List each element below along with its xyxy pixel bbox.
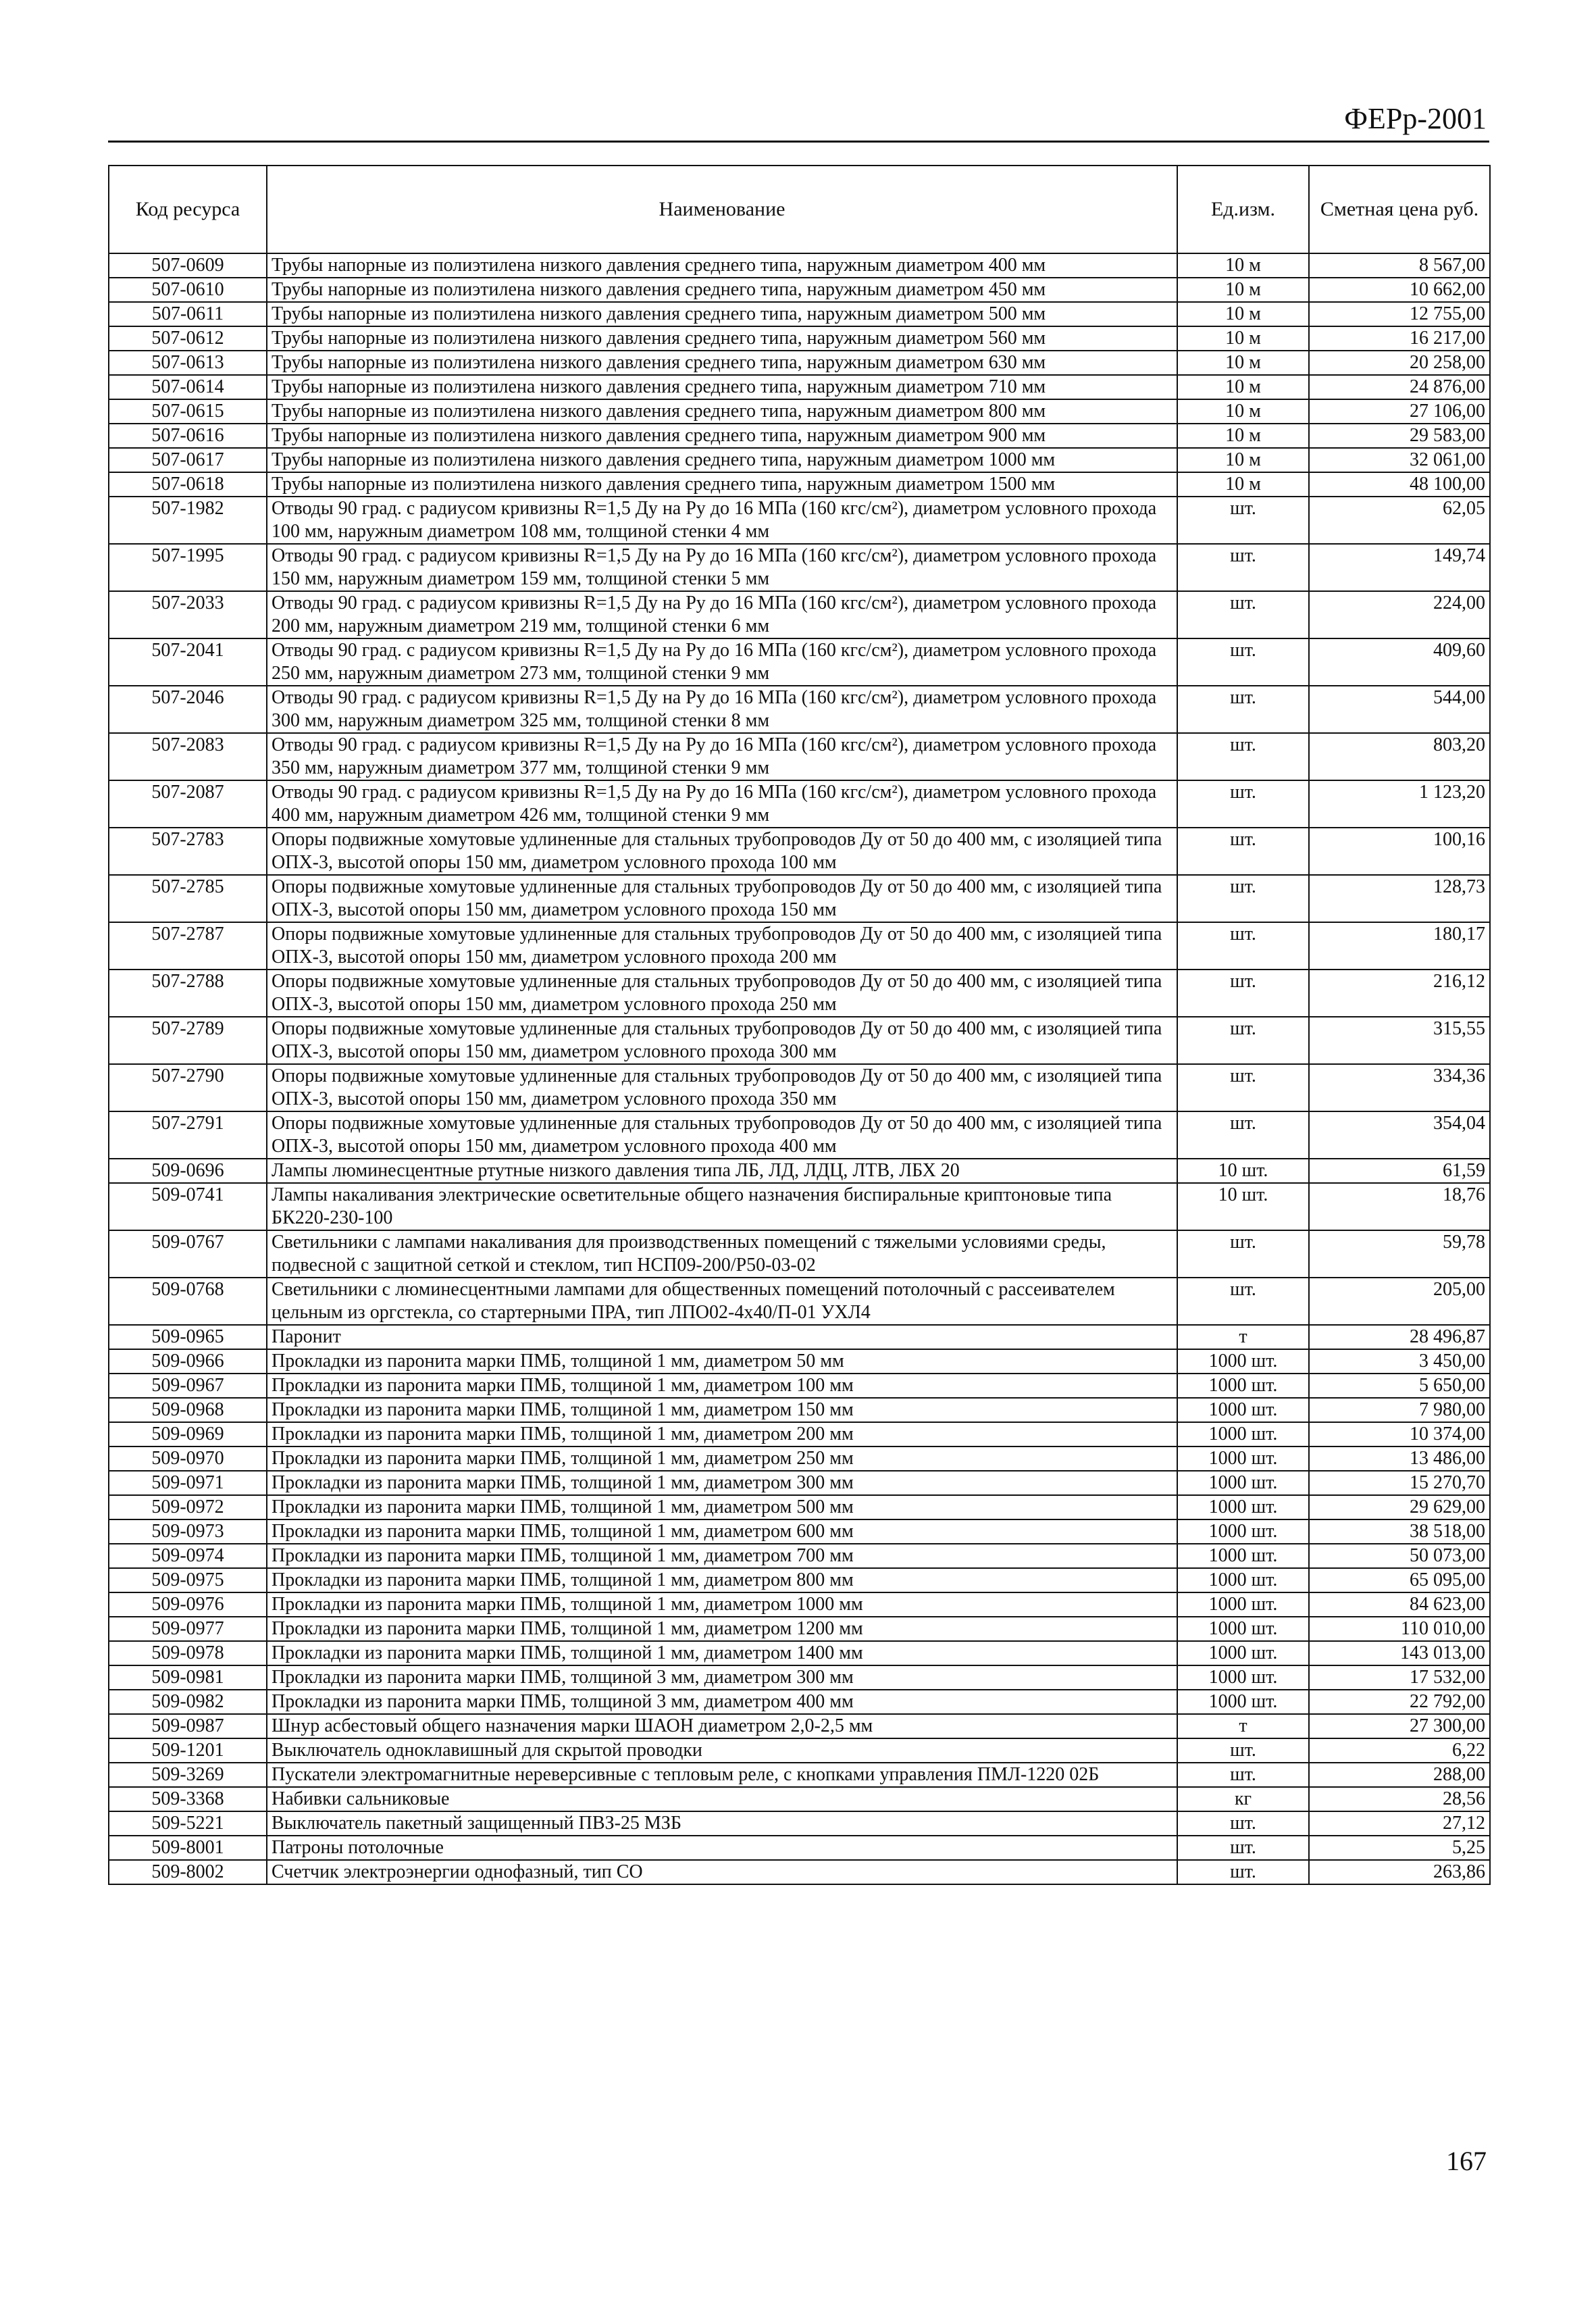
price-cell: 6,22 <box>1309 1738 1490 1763</box>
resource-name-cell: Трубы напорные из полиэтилена низкого давления среднего типа, наружным диаметром 450 мм <box>267 278 1177 302</box>
table-row <box>109 638 1490 686</box>
resource-code-cell: 509-3368 <box>109 1787 267 1811</box>
price-cell: 27 300,00 <box>1309 1714 1490 1738</box>
unit-cell: 10 м <box>1177 278 1309 302</box>
table-row <box>109 375 1490 399</box>
resource-name-cell: Прокладки из паронита марки ПМБ, толщиной 1 мм, диаметром 200 мм <box>267 1422 1177 1447</box>
unit-cell: 1000 шт. <box>1177 1398 1309 1422</box>
unit-cell: 1000 шт. <box>1177 1641 1309 1665</box>
unit-cell: шт. <box>1177 1064 1309 1111</box>
resource-name-cell: Паронит <box>267 1325 1177 1349</box>
table-row <box>109 326 1490 351</box>
resource-name-cell: Трубы напорные из полиэтилена низкого давления среднего типа, наружным диаметром 1500 мм <box>267 472 1177 497</box>
unit-cell: шт. <box>1177 1111 1309 1159</box>
resource-code-cell: 507-0617 <box>109 448 267 472</box>
resource-name-cell: Трубы напорные из полиэтилена низкого давления среднего типа, наружным диаметром 500 мм <box>267 302 1177 326</box>
resource-code-cell: 509-0977 <box>109 1617 267 1641</box>
resource-name-cell: Прокладки из паронита марки ПМБ, толщиной 1 мм, диаметром 50 мм <box>267 1349 1177 1374</box>
table-row <box>109 1495 1490 1519</box>
resource-code-cell: 509-3269 <box>109 1763 267 1787</box>
price-cell: 15 270,70 <box>1309 1471 1490 1495</box>
unit-cell: 1000 шт. <box>1177 1568 1309 1592</box>
price-cell: 10 374,00 <box>1309 1422 1490 1447</box>
resource-name-cell: Отводы 90 град. с радиусом кривизны R=1,5 Ду на Ру до 16 МПа (160 кгс/см²), диаметром условного прохода 250 мм, наружным диаметром 273 мм, толщиной стенки 9 мм <box>267 638 1177 686</box>
resource-code-cell: 509-0972 <box>109 1495 267 1519</box>
resource-code-cell: 509-0968 <box>109 1398 267 1422</box>
unit-cell: шт. <box>1177 780 1309 828</box>
resource-name-cell: Трубы напорные из полиэтилена низкого давления среднего типа, наружным диаметром 800 мм <box>267 399 1177 424</box>
price-cell: 216,12 <box>1309 970 1490 1017</box>
unit-cell: шт. <box>1177 1230 1309 1278</box>
unit-cell: шт. <box>1177 733 1309 780</box>
resource-name-cell: Опоры подвижные хомутовые удлиненные для стальных трубопроводов Ду от 50 до 400 мм, с изоляцией типа ОПХ-3, высотой опоры 150 мм, диаметром условного прохода 200 мм <box>267 922 1177 970</box>
table-row <box>109 351 1490 375</box>
table-row <box>109 1159 1490 1183</box>
price-cell: 32 061,00 <box>1309 448 1490 472</box>
price-cell: 8 567,00 <box>1309 253 1490 278</box>
table-row <box>109 875 1490 922</box>
table-row <box>109 1111 1490 1159</box>
table-row <box>109 1617 1490 1641</box>
resource-name-cell: Отводы 90 град. с радиусом кривизны R=1,5 Ду на Ру до 16 МПа (160 кгс/см²), диаметром условного прохода 400 мм, наружным диаметром 426 мм, толщиной стенки 9 мм <box>267 780 1177 828</box>
price-cell: 20 258,00 <box>1309 351 1490 375</box>
table-row <box>109 591 1490 638</box>
table-row <box>109 424 1490 448</box>
price-cell: 180,17 <box>1309 922 1490 970</box>
resource-name-cell: Лампы накаливания электрические осветительные общего назначения биспиральные криптоновые типа БК220-230-100 <box>267 1183 1177 1230</box>
table-row <box>109 1349 1490 1374</box>
resource-name-cell: Прокладки из паронита марки ПМБ, толщиной 1 мм, диаметром 250 мм <box>267 1447 1177 1471</box>
resource-name-cell: Прокладки из паронита марки ПМБ, толщиной 1 мм, диаметром 100 мм <box>267 1374 1177 1398</box>
unit-cell: шт. <box>1177 638 1309 686</box>
resource-code-cell: 509-5221 <box>109 1811 267 1836</box>
table-row <box>109 1860 1490 1884</box>
resource-code-cell: 507-0618 <box>109 472 267 497</box>
resource-code-cell: 507-2087 <box>109 780 267 828</box>
resource-name-cell: Счетчик электроэнергии однофазный, тип СО <box>267 1860 1177 1884</box>
price-cell: 544,00 <box>1309 686 1490 733</box>
unit-cell: 10 м <box>1177 399 1309 424</box>
table-row <box>109 1447 1490 1471</box>
table-row <box>109 1374 1490 1398</box>
unit-cell: кг <box>1177 1787 1309 1811</box>
resource-price-table <box>108 165 1491 1885</box>
price-cell: 3 450,00 <box>1309 1349 1490 1374</box>
resource-code-cell: 507-2787 <box>109 922 267 970</box>
table-row <box>109 1017 1490 1064</box>
price-cell: 27 106,00 <box>1309 399 1490 424</box>
resource-code-cell: 509-8001 <box>109 1836 267 1860</box>
resource-code-cell: 507-2783 <box>109 828 267 875</box>
resource-name-cell: Прокладки из паронита марки ПМБ, толщиной 3 мм, диаметром 300 мм <box>267 1665 1177 1690</box>
resource-name-cell: Трубы напорные из полиэтилена низкого давления среднего типа, наружным диаметром 900 мм <box>267 424 1177 448</box>
price-cell: 48 100,00 <box>1309 472 1490 497</box>
resource-name-cell: Опоры подвижные хомутовые удлиненные для стальных трубопроводов Ду от 50 до 400 мм, с изоляцией типа ОПХ-3, высотой опоры 150 мм, диаметром условного прохода 250 мм <box>267 970 1177 1017</box>
resource-code-cell: 507-1995 <box>109 544 267 591</box>
unit-cell: шт. <box>1177 1836 1309 1860</box>
unit-cell: 10 м <box>1177 472 1309 497</box>
table-row <box>109 922 1490 970</box>
resource-code-cell: 507-2083 <box>109 733 267 780</box>
resource-name-cell: Прокладки из паронита марки ПМБ, толщиной 3 мм, диаметром 400 мм <box>267 1690 1177 1714</box>
resource-name-cell: Патроны потолочные <box>267 1836 1177 1860</box>
resource-code-cell: 509-1201 <box>109 1738 267 1763</box>
table-row <box>109 1568 1490 1592</box>
resource-code-cell: 509-0966 <box>109 1349 267 1374</box>
resource-name-cell: Трубы напорные из полиэтилена низкого давления среднего типа, наружным диаметром 400 мм <box>267 253 1177 278</box>
resource-code-cell: 507-2785 <box>109 875 267 922</box>
table-row <box>109 1325 1490 1349</box>
resource-code-cell: 507-0611 <box>109 302 267 326</box>
table-row <box>109 1278 1490 1325</box>
unit-cell: 1000 шт. <box>1177 1495 1309 1519</box>
resource-code-cell: 507-2041 <box>109 638 267 686</box>
resource-name-cell: Лампы люминесцентные ртутные низкого давления типа ЛБ, ЛД, ЛДЦ, ЛТВ, ЛБХ 20 <box>267 1159 1177 1183</box>
price-cell: 803,20 <box>1309 733 1490 780</box>
table-row <box>109 448 1490 472</box>
page-number: 167 <box>1446 2146 1487 2176</box>
price-cell: 27,12 <box>1309 1811 1490 1836</box>
price-cell: 5,25 <box>1309 1836 1490 1860</box>
resource-code-cell: 509-0981 <box>109 1665 267 1690</box>
table-row <box>109 780 1490 828</box>
resource-code-cell: 507-2033 <box>109 591 267 638</box>
unit-cell: т <box>1177 1325 1309 1349</box>
resource-code-cell: 507-1982 <box>109 497 267 544</box>
price-cell: 7 980,00 <box>1309 1398 1490 1422</box>
resource-code-cell: 509-0741 <box>109 1183 267 1230</box>
price-cell: 143 013,00 <box>1309 1641 1490 1665</box>
resource-name-cell: Прокладки из паронита марки ПМБ, толщиной 1 мм, диаметром 1200 мм <box>267 1617 1177 1641</box>
resource-name-cell: Прокладки из паронита марки ПМБ, толщиной 1 мм, диаметром 500 мм <box>267 1495 1177 1519</box>
resource-name-cell: Опоры подвижные хомутовые удлиненные для стальных трубопроводов Ду от 50 до 400 мм, с изоляцией типа ОПХ-3, высотой опоры 150 мм, диаметром условного прохода 300 мм <box>267 1017 1177 1064</box>
price-cell: 354,04 <box>1309 1111 1490 1159</box>
resource-code-cell: 507-0615 <box>109 399 267 424</box>
unit-cell: 1000 шт. <box>1177 1592 1309 1617</box>
table-row <box>109 1665 1490 1690</box>
table-row <box>109 733 1490 780</box>
unit-cell: 10 м <box>1177 351 1309 375</box>
resource-code-cell: 509-0696 <box>109 1159 267 1183</box>
table-row <box>109 1519 1490 1544</box>
resource-name-cell: Опоры подвижные хомутовые удлиненные для стальных трубопроводов Ду от 50 до 400 мм, с изоляцией типа ОПХ-3, высотой опоры 150 мм, диаметром условного прохода 350 мм <box>267 1064 1177 1111</box>
resource-name-cell: Пускатели электромагнитные нереверсивные с тепловым реле, с кнопками управления ПМЛ-1220 02Б <box>267 1763 1177 1787</box>
column-header-code: Код ресурса <box>109 166 267 253</box>
unit-cell: 1000 шт. <box>1177 1665 1309 1690</box>
price-cell: 38 518,00 <box>1309 1519 1490 1544</box>
resource-name-cell: Прокладки из паронита марки ПМБ, толщиной 1 мм, диаметром 1400 мм <box>267 1641 1177 1665</box>
unit-cell: шт. <box>1177 686 1309 733</box>
resource-name-cell: Трубы напорные из полиэтилена низкого давления среднего типа, наружным диаметром 630 мм <box>267 351 1177 375</box>
resource-code-cell: 507-0610 <box>109 278 267 302</box>
price-cell: 409,60 <box>1309 638 1490 686</box>
unit-cell: 10 шт. <box>1177 1159 1309 1183</box>
unit-cell: шт. <box>1177 497 1309 544</box>
price-cell: 10 662,00 <box>1309 278 1490 302</box>
resource-name-cell: Выключатель одноклавишный для скрытой проводки <box>267 1738 1177 1763</box>
table-row <box>109 828 1490 875</box>
price-cell: 100,16 <box>1309 828 1490 875</box>
unit-cell: 1000 шт. <box>1177 1519 1309 1544</box>
price-cell: 17 532,00 <box>1309 1665 1490 1690</box>
resource-code-cell: 509-0970 <box>109 1447 267 1471</box>
price-cell: 29 629,00 <box>1309 1495 1490 1519</box>
table-row <box>109 278 1490 302</box>
table-row <box>109 1641 1490 1665</box>
price-cell: 149,74 <box>1309 544 1490 591</box>
resource-name-cell: Трубы напорные из полиэтилена низкого давления среднего типа, наружным диаметром 560 мм <box>267 326 1177 351</box>
table-row <box>109 686 1490 733</box>
table-row <box>109 302 1490 326</box>
unit-cell: 1000 шт. <box>1177 1447 1309 1471</box>
resource-code-cell: 509-0969 <box>109 1422 267 1447</box>
unit-cell: шт. <box>1177 1017 1309 1064</box>
price-cell: 16 217,00 <box>1309 326 1490 351</box>
unit-cell: 10 м <box>1177 375 1309 399</box>
unit-cell: 10 м <box>1177 302 1309 326</box>
resource-code-cell: 507-0609 <box>109 253 267 278</box>
resource-code-cell: 509-0965 <box>109 1325 267 1349</box>
table-row <box>109 1811 1490 1836</box>
unit-cell: шт. <box>1177 1860 1309 1884</box>
price-cell: 205,00 <box>1309 1278 1490 1325</box>
table-row <box>109 1714 1490 1738</box>
price-cell: 263,86 <box>1309 1860 1490 1884</box>
unit-cell: 1000 шт. <box>1177 1544 1309 1568</box>
unit-cell: 1000 шт. <box>1177 1422 1309 1447</box>
resource-name-cell: Трубы напорные из полиэтилена низкого давления среднего типа, наружным диаметром 710 мм <box>267 375 1177 399</box>
resource-code-cell: 509-0974 <box>109 1544 267 1568</box>
unit-cell: шт. <box>1177 1763 1309 1787</box>
resource-code-cell: 509-8002 <box>109 1860 267 1884</box>
resource-code-cell: 509-0967 <box>109 1374 267 1398</box>
unit-cell: 10 м <box>1177 326 1309 351</box>
resource-name-cell: Отводы 90 град. с радиусом кривизны R=1,5 Ду на Ру до 16 МПа (160 кгс/см²), диаметром условного прохода 300 мм, наружным диаметром 325 мм, толщиной стенки 8 мм <box>267 686 1177 733</box>
resource-name-cell: Прокладки из паронита марки ПМБ, толщиной 1 мм, диаметром 1000 мм <box>267 1592 1177 1617</box>
resource-code-cell: 509-0982 <box>109 1690 267 1714</box>
price-cell: 288,00 <box>1309 1763 1490 1787</box>
table-row <box>109 1592 1490 1617</box>
column-header-name: Наименование <box>267 166 1177 253</box>
resource-name-cell: Светильники с люминесцентными лампами для общественных помещений потолочный с рассеивателем цельным из оргстекла, со стартерными ПРА, тип ЛПО02-4х40/П-01 УХЛ4 <box>267 1278 1177 1325</box>
price-cell: 12 755,00 <box>1309 302 1490 326</box>
unit-cell: 10 м <box>1177 424 1309 448</box>
table-row <box>109 1738 1490 1763</box>
unit-cell: шт. <box>1177 591 1309 638</box>
resource-name-cell: Прокладки из паронита марки ПМБ, толщиной 1 мм, диаметром 150 мм <box>267 1398 1177 1422</box>
unit-cell: 1000 шт. <box>1177 1690 1309 1714</box>
resource-code-cell: 509-0978 <box>109 1641 267 1665</box>
unit-cell: 10 шт. <box>1177 1183 1309 1230</box>
table-row <box>109 1471 1490 1495</box>
table-row <box>109 1398 1490 1422</box>
price-cell: 61,59 <box>1309 1159 1490 1183</box>
table-row <box>109 1230 1490 1278</box>
price-cell: 18,76 <box>1309 1183 1490 1230</box>
resource-code-cell: 507-2788 <box>109 970 267 1017</box>
unit-cell: шт. <box>1177 970 1309 1017</box>
resource-name-cell: Опоры подвижные хомутовые удлиненные для стальных трубопроводов Ду от 50 до 400 мм, с изоляцией типа ОПХ-3, высотой опоры 150 мм, диаметром условного прохода 100 мм <box>267 828 1177 875</box>
unit-cell: шт. <box>1177 544 1309 591</box>
table-row <box>109 1787 1490 1811</box>
resource-name-cell: Прокладки из паронита марки ПМБ, толщиной 1 мм, диаметром 300 мм <box>267 1471 1177 1495</box>
resource-name-cell: Прокладки из паронита марки ПМБ, толщиной 1 мм, диаметром 700 мм <box>267 1544 1177 1568</box>
resource-code-cell: 509-0767 <box>109 1230 267 1278</box>
price-cell: 13 486,00 <box>1309 1447 1490 1471</box>
price-cell: 84 623,00 <box>1309 1592 1490 1617</box>
table-row <box>109 1836 1490 1860</box>
table-row <box>109 399 1490 424</box>
price-cell: 62,05 <box>1309 497 1490 544</box>
table-row <box>109 497 1490 544</box>
resource-name-cell: Опоры подвижные хомутовые удлиненные для стальных трубопроводов Ду от 50 до 400 мм, с изоляцией типа ОПХ-3, высотой опоры 150 мм, диаметром условного прохода 400 мм <box>267 1111 1177 1159</box>
price-cell: 224,00 <box>1309 591 1490 638</box>
price-cell: 315,55 <box>1309 1017 1490 1064</box>
table-header-row <box>109 166 1490 253</box>
unit-cell: т <box>1177 1714 1309 1738</box>
resource-name-cell: Отводы 90 град. с радиусом кривизны R=1,5 Ду на Ру до 16 МПа (160 кгс/см²), диаметром условного прохода 200 мм, наружным диаметром 219 мм, толщиной стенки 6 мм <box>267 591 1177 638</box>
price-cell: 334,36 <box>1309 1064 1490 1111</box>
column-header-unit: Ед.изм. <box>1177 166 1309 253</box>
price-cell: 28,56 <box>1309 1787 1490 1811</box>
resource-code-cell: 509-0987 <box>109 1714 267 1738</box>
resource-code-cell: 507-2046 <box>109 686 267 733</box>
table-row <box>109 1544 1490 1568</box>
unit-cell: 10 м <box>1177 253 1309 278</box>
unit-cell: 10 м <box>1177 448 1309 472</box>
resource-code-cell: 509-0971 <box>109 1471 267 1495</box>
resource-code-cell: 507-2790 <box>109 1064 267 1111</box>
resource-code-cell: 507-0613 <box>109 351 267 375</box>
price-cell: 1 123,20 <box>1309 780 1490 828</box>
price-cell: 28 496,87 <box>1309 1325 1490 1349</box>
table-row <box>109 472 1490 497</box>
price-cell: 5 650,00 <box>1309 1374 1490 1398</box>
price-cell: 110 010,00 <box>1309 1617 1490 1641</box>
price-cell: 128,73 <box>1309 875 1490 922</box>
table-row <box>109 1690 1490 1714</box>
resource-code-cell: 507-2791 <box>109 1111 267 1159</box>
resource-name-cell: Отводы 90 град. с радиусом кривизны R=1,5 Ду на Ру до 16 МПа (160 кгс/см²), диаметром условного прохода 150 мм, наружным диаметром 159 мм, толщиной стенки 5 мм <box>267 544 1177 591</box>
unit-cell: шт. <box>1177 828 1309 875</box>
column-header-price: Сметная цена руб. <box>1309 166 1490 253</box>
resource-name-cell: Выключатель пакетный защищенный ПВЗ-25 МЗБ <box>267 1811 1177 1836</box>
resource-name-cell: Прокладки из паронита марки ПМБ, толщиной 1 мм, диаметром 600 мм <box>267 1519 1177 1544</box>
document-code: ФЕРр-2001 <box>1344 102 1487 135</box>
unit-cell: 1000 шт. <box>1177 1471 1309 1495</box>
resource-name-cell: Трубы напорные из полиэтилена низкого давления среднего типа, наружным диаметром 1000 мм <box>267 448 1177 472</box>
header-rule <box>108 141 1489 143</box>
unit-cell: 1000 шт. <box>1177 1374 1309 1398</box>
unit-cell: шт. <box>1177 1811 1309 1836</box>
resource-code-cell: 509-0768 <box>109 1278 267 1325</box>
table-body <box>109 253 1490 1884</box>
unit-cell: 1000 шт. <box>1177 1617 1309 1641</box>
unit-cell: шт. <box>1177 1278 1309 1325</box>
price-cell: 59,78 <box>1309 1230 1490 1278</box>
unit-cell: 1000 шт. <box>1177 1349 1309 1374</box>
resource-code-cell: 507-0612 <box>109 326 267 351</box>
price-cell: 29 583,00 <box>1309 424 1490 448</box>
resource-code-cell: 509-0975 <box>109 1568 267 1592</box>
table-row <box>109 1763 1490 1787</box>
resource-name-cell: Опоры подвижные хомутовые удлиненные для стальных трубопроводов Ду от 50 до 400 мм, с изоляцией типа ОПХ-3, высотой опоры 150 мм, диаметром условного прохода 150 мм <box>267 875 1177 922</box>
price-cell: 65 095,00 <box>1309 1568 1490 1592</box>
resource-name-cell: Отводы 90 град. с радиусом кривизны R=1,5 Ду на Ру до 16 МПа (160 кгс/см²), диаметром условного прохода 350 мм, наружным диаметром 377 мм, толщиной стенки 9 мм <box>267 733 1177 780</box>
resource-code-cell: 509-0976 <box>109 1592 267 1617</box>
resource-name-cell: Прокладки из паронита марки ПМБ, толщиной 1 мм, диаметром 800 мм <box>267 1568 1177 1592</box>
resource-code-cell: 507-0616 <box>109 424 267 448</box>
table-row <box>109 1064 1490 1111</box>
price-cell: 24 876,00 <box>1309 375 1490 399</box>
price-cell: 50 073,00 <box>1309 1544 1490 1568</box>
table-row <box>109 544 1490 591</box>
resource-name-cell: Набивки сальниковые <box>267 1787 1177 1811</box>
resource-name-cell: Шнур асбестовый общего назначения марки ШАОН диаметром 2,0-2,5 мм <box>267 1714 1177 1738</box>
table-row <box>109 253 1490 278</box>
unit-cell: шт. <box>1177 922 1309 970</box>
table-row <box>109 1183 1490 1230</box>
resource-code-cell: 507-0614 <box>109 375 267 399</box>
unit-cell: шт. <box>1177 1738 1309 1763</box>
table-row <box>109 1422 1490 1447</box>
resource-code-cell: 507-2789 <box>109 1017 267 1064</box>
price-cell: 22 792,00 <box>1309 1690 1490 1714</box>
resource-code-cell: 509-0973 <box>109 1519 267 1544</box>
table-row <box>109 970 1490 1017</box>
resource-name-cell: Светильники с лампами накаливания для производственных помещений с тяжелыми условиями среды, подвесной с защитной сеткой и стеклом, тип НСП09-200/Р50-03-02 <box>267 1230 1177 1278</box>
unit-cell: шт. <box>1177 875 1309 922</box>
resource-name-cell: Отводы 90 град. с радиусом кривизны R=1,5 Ду на Ру до 16 МПа (160 кгс/см²), диаметром условного прохода 100 мм, наружным диаметром 108 мм, толщиной стенки 4 мм <box>267 497 1177 544</box>
